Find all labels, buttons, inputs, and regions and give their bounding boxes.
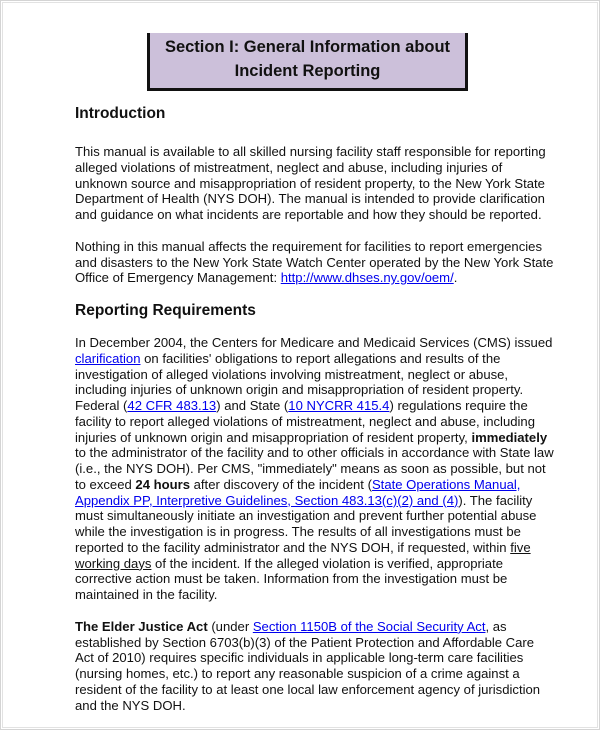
paragraph-text: ) and State (	[216, 398, 289, 413]
reporting-paragraph-cms	[75, 335, 555, 603]
document-body	[75, 104, 555, 713]
reporting-paragraph-elder-justice	[75, 619, 555, 714]
paragraph-text: In December 2004, the Centers for Medicare and Medicaid Services (CMS) issued	[75, 335, 553, 350]
elder-justice-act-emphasis: The Elder Justice Act	[75, 618, 208, 634]
paragraph-text: (under	[207, 618, 253, 634]
nycrr-415-4-link[interactable]: 10 NYCRR 415.4	[288, 398, 390, 413]
paragraph-text: of the incident. If the alleged violation is verified, appropriate corrective action must be taken. Information from the investigation must be maintained in the facility.	[75, 555, 508, 602]
section-title-line-1: Section I: General Information about	[164, 38, 451, 56]
clarification-link[interactable]: clarification	[75, 350, 141, 366]
paragraph-text: .	[453, 270, 458, 286]
paragraph-text: Nothing in this manual affects the requirement for facilities to report emergencies and disasters to the New York State Watch Center operated by the New York State Office of Emergency Management:	[75, 238, 554, 286]
cfr-483-13-link[interactable]: 42 CFR 483.13	[127, 398, 217, 413]
introduction-heading: Introduction	[75, 105, 166, 122]
introduction-paragraph-1: This manual is available to all skilled nursing facility staff responsible for reporting alleged violations of mistreatment, neglect and abuse, including injuries of unknown source and misappropriation of resident property, to the New York State Department of Health (NYS DOH). The manual is intended to provide clarification and guidance on what incidents are reportable and how they should be reported.	[75, 144, 546, 222]
immediately-emphasis: immediately	[471, 429, 548, 445]
oem-link[interactable]: http://www.dhses.ny.gov/oem/	[280, 270, 454, 286]
paragraph-text: on facilities' obligations to report allegations and results of the investigation of alleged violations involving mistreatment, neglect or abuse, including injuries of unknown origin and misappropriation of resident property. Federal (	[75, 350, 524, 413]
reporting-requirements-heading: Reporting Requirements	[75, 302, 256, 319]
section-title-line-2: Incident Reporting	[234, 62, 381, 80]
social-security-act-link[interactable]: Section 1150B of the Social Security Act	[252, 618, 486, 634]
paragraph-text: ) regulations require the facility to report alleged violations of mistreatment, neglect and abuse, including injuries of unknown origin and misappropriation of resident property,	[75, 398, 535, 445]
five-working-days-underline: five working days	[75, 539, 531, 571]
24-hours-emphasis: 24 hours	[135, 476, 190, 492]
paragraph-text: ). The facility must simultaneously initiate an investigation and prevent further potential abuse while the investigation is in progress. The results of all investigations must be reported to the facility administrator and the NYS DOH, if requested, within	[75, 492, 537, 555]
paragraph-text: , as established by Section 6703(b)(3) of the Patient Protection and Affordable Care Act of 2010) requires specific individuals in applicable long-term care facilities (nursing homes, etc.) to report any reasonable suspicion of a crime against a resident of the facility to at least one local law enforcement agency of jurisdiction and the NYS DOH.	[75, 618, 541, 713]
section-title-box	[147, 33, 468, 91]
paragraph-text: after discovery of the incident (	[190, 476, 372, 492]
paragraph-text: to the administrator of the facility and to other officials in accordance with State law (i.e., the NYS DOH). Per CMS, "immediately" means as soon as possible, but not to exceed	[75, 445, 554, 492]
introduction-paragraph-2	[75, 239, 555, 286]
state-operations-manual-link[interactable]: State Operations Manual, Appendix PP, Interpretive Guidelines, Section 483.13(c)(2) and (4)	[75, 476, 521, 508]
